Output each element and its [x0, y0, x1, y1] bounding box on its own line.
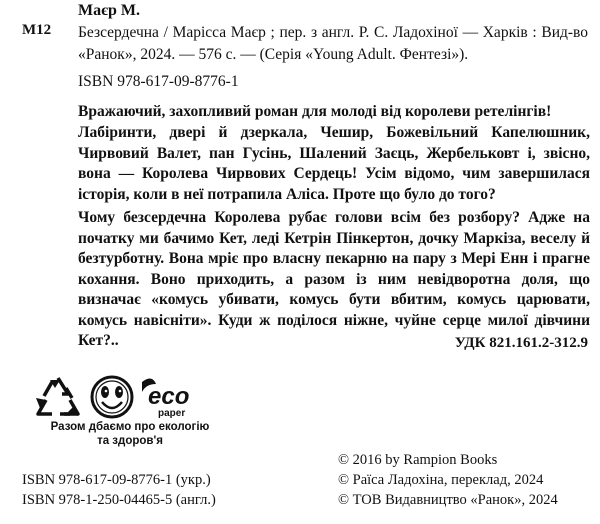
annotation-paragraph-3: Чому безсердечна Королева рубає голови всім без розбору? Адже на початку ми бачимо Кет, леді Кетрін Пінкертон, дочку Маркіза, веселу й безтурботну. Вона мріє про власну пекарню на пару з Мері Енн і прагне кохання. Воно приходить, а разом із ним невідворотна доля, що визначає «комусь убивати, комусь бути вбитим, комусь царювати, комусь навісніти». Куди ж поділося ніжне, чуйне серце милої дівчини Кет?.. — [78, 209, 590, 349]
annotation-paragraph-2: Лабіринти, двері й дзеркала, Чешир, Божевільний Капелюшник, Чирвовий Валет, пан Гусінь, Шалений Заєць, Жербельковт і, звісно, вона — Королева Чирвових Сердець! Усім відомо, чим завершилася історія, коли в неї потрапила Аліса. Проте що було до того? — [78, 124, 590, 203]
isbn-ukr: ISBN 978-617-09-8776-1 (укр.) — [22, 472, 211, 488]
eco-paper-icon — [142, 378, 189, 419]
copyright-list — [338, 450, 558, 510]
isbn-main: ISBN 978-617-09-8776-1 — [78, 73, 239, 90]
annotation-paragraph-1: Вражаючий, захопливий роман для молоді від королеви ретелінгів! — [78, 103, 552, 120]
copyright-translation: © Раїса Ладохіна, переклад, 2024 — [338, 472, 544, 488]
recycle-icon — [36, 378, 78, 416]
author-heading: Маєр М. — [78, 2, 141, 19]
udc-code: УДК 821.161.2-312.9 — [454, 335, 588, 351]
classification-code: М12 — [22, 22, 52, 38]
isbn-eng: ISBN 978-1-250-04465-5 (англ.) — [22, 492, 216, 508]
eco-logos — [30, 372, 230, 422]
eco-logo-sub: paper — [158, 408, 186, 419]
copyright-original: © 2016 by Rampion Books — [338, 452, 498, 468]
eco-logo-text: eco — [148, 383, 190, 410]
bibliographic-description: Безсердечна / Марісса Маєр ; пер. з англ. Р. С. Ладохіної — Харків : Вид-во «Ранок», 2024. — 576 с. — (Серія «Young Adult. Фентезі»). — [78, 24, 588, 63]
copyright-publisher: © ТОВ Видавництво «Ранок», 2024 — [338, 492, 558, 508]
smiley-icon — [92, 377, 132, 417]
isbn-list — [22, 470, 216, 510]
eco-caption: Разом дбаємо про екологію та здоров'я — [50, 421, 210, 447]
